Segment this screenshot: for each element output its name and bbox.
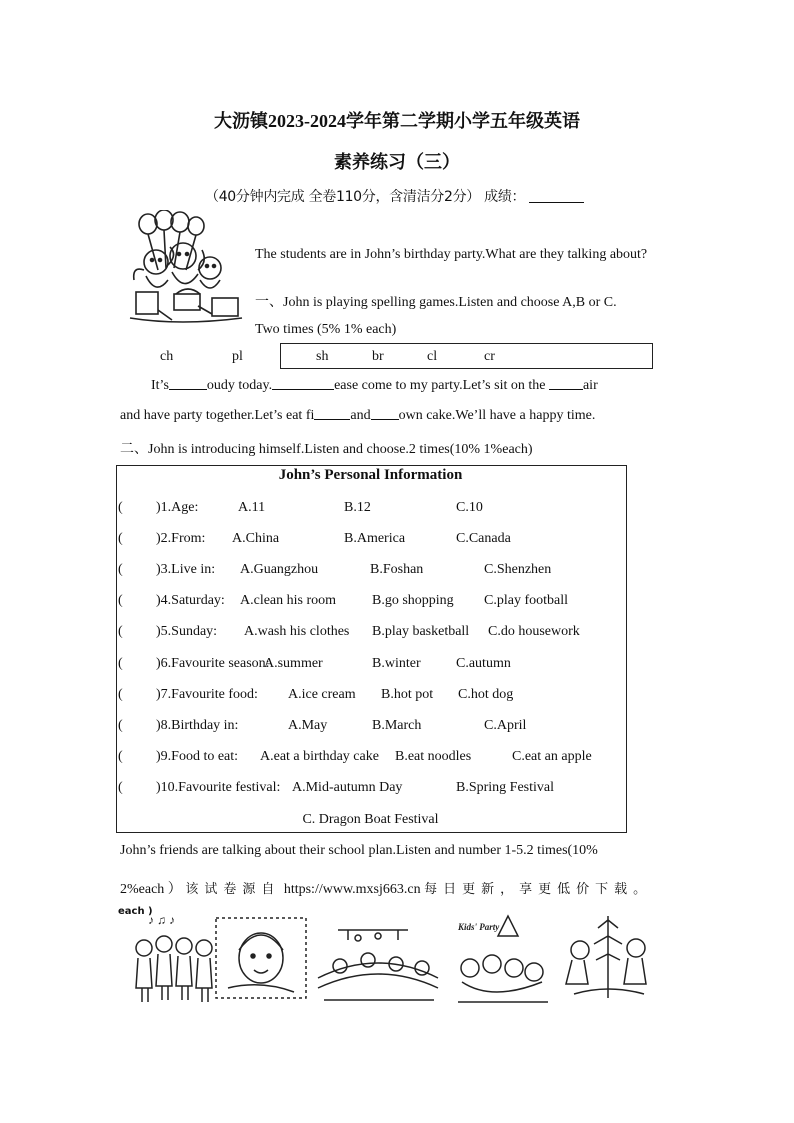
option-a: A.Guangzhou [240,562,319,577]
last-option: C. Dragon Boat Festival [302,812,439,827]
cut-label: each ) [118,906,153,917]
option-a: A.Mid-autumn Day [292,780,403,795]
answer-paren[interactable]: ( [118,562,123,577]
option-c: C.April [484,718,527,733]
option-c: C.Shenzhen [484,562,552,577]
answer-blank[interactable] [169,376,207,390]
answer-paren[interactable]: ( [118,656,123,671]
option-b: B.America [344,531,406,546]
option-c: C.Canada [456,531,511,546]
singing-children-picture [136,913,212,1002]
option-b: B.eat noodles [395,749,472,764]
sports-meet-picture [318,930,438,1000]
option-c: C.10 [456,500,483,515]
option-a: A.May [288,718,328,733]
option-a: A.summer [264,656,323,671]
page-subtitle: 素养练习（三） [334,152,460,172]
question-label: )7.Favourite food: [156,687,258,702]
choice-ch: ch [160,349,174,364]
option-b: B.go shopping [372,593,454,608]
option-c: C.autumn [456,656,511,671]
option-b: B.hot pot [381,687,434,702]
answer-paren[interactable]: ( [118,687,123,702]
source-link[interactable]: https://www.mxsj663.cn [283,882,421,897]
section1-instruction: 一、John is playing spelling games.Listen and choose A,B or C. [255,295,617,310]
exam-info-text: （40分钟内完成 全卷110分，含清洁分2分） 成绩： [205,189,526,205]
question-label: )9.Food to eat: [156,749,239,764]
option-a: A.China [232,531,280,546]
score-blank[interactable] [529,188,584,203]
option-a: A.clean his room [240,593,337,608]
source-note: 该试卷源自 [185,882,281,897]
answer-paren[interactable]: ( [118,624,123,639]
option-a: A.wash his clothes [244,624,350,639]
option-b: B.play basketball [372,624,470,639]
option-b: B.Foshan [370,562,424,577]
section3-instruction-line2 [120,878,652,898]
question-label: )10.Favourite festival: [156,780,281,795]
option-a: A.ice cream [288,687,356,702]
passage-text: oudy today. [206,378,273,393]
section2-instruction: 二、John is introducing himself.Listen and choose.2 times(10% 1%each) [120,442,533,457]
question-label: )2.From: [156,531,206,546]
passage-text: and [350,408,371,423]
answer-blank[interactable] [314,406,350,420]
answer-paren[interactable]: ( [118,749,123,764]
answer-paren[interactable]: ( [118,593,123,608]
kids-party-label: Kids' Party [458,922,500,932]
birthday-party-children-picture [128,210,246,328]
passage-text: and have party together.Let’s eat fi [120,408,315,423]
choice-cr: cr [484,349,495,364]
exam-info [205,186,584,206]
section1-instruction-times: Two times (5% 1% each) [255,322,397,337]
option-c: C.do housework [488,624,580,639]
option-b: B.12 [344,500,371,515]
planting-tree-picture [566,916,646,998]
boy-face-picture [216,918,306,998]
personal-info-table [116,465,627,833]
choice-pl: pl [232,349,243,364]
question-label: )6.Favourite season: [156,656,270,671]
option-c: C.eat an apple [512,749,592,764]
page-title: 大沥镇2023-2024学年第二学期小学五年级英语 [214,111,580,131]
answer-paren[interactable]: ( [118,780,123,795]
passage-text: ease come to my party.Let’s sit on the [334,378,546,393]
question-label: )8.Birthday in: [156,718,239,733]
table-title: John’s Personal Information [278,467,463,483]
option-a: A.eat a birthday cake [260,749,379,764]
choices-box [280,343,653,369]
question-label: )1.Age: [156,500,199,515]
answer-blank[interactable] [549,376,583,390]
section1-passage-line2 [120,406,595,424]
option-b: B.Spring Festival [456,780,555,795]
section1-passage-line1 [151,376,598,394]
kids-party-picture [457,916,548,1002]
answer-paren[interactable]: ( [118,531,123,546]
passage-text: It’s [151,378,169,393]
option-c: C.hot dog [458,687,514,702]
question-label: )4.Saturday: [156,593,225,608]
passage-text: own cake.We’ll have a happy time. [398,408,596,423]
question-label: )3.Live in: [156,562,216,577]
answer-blank[interactable] [272,376,334,390]
section3-instruction: John’s friends are talking about their school plan.Listen and number 1-5.2 times(10% [120,843,598,858]
answer-paren[interactable]: ( [118,718,123,733]
section1-intro: The students are in John’s birthday party.What are they talking about? [255,247,648,262]
svg-text:♪ ♫ ♪: ♪ ♫ ♪ [148,913,175,927]
passage-text: air [582,378,598,393]
answer-paren[interactable]: ( [118,500,123,515]
answer-blank[interactable] [371,406,399,420]
option-b: B.March [372,718,422,733]
listening-pictures [128,908,673,1008]
choice-sh: sh [316,349,329,364]
instruction-text: 2%each ） [120,882,182,897]
source-note-2: 每日更新，享更低价下载。 [424,882,653,897]
option-c: C.play football [484,593,568,608]
choice-br: br [372,349,384,364]
question-label: )5.Sunday: [156,624,218,639]
option-a: A.11 [238,500,266,515]
option-b: B.winter [372,656,421,671]
choice-cl: cl [427,349,438,364]
